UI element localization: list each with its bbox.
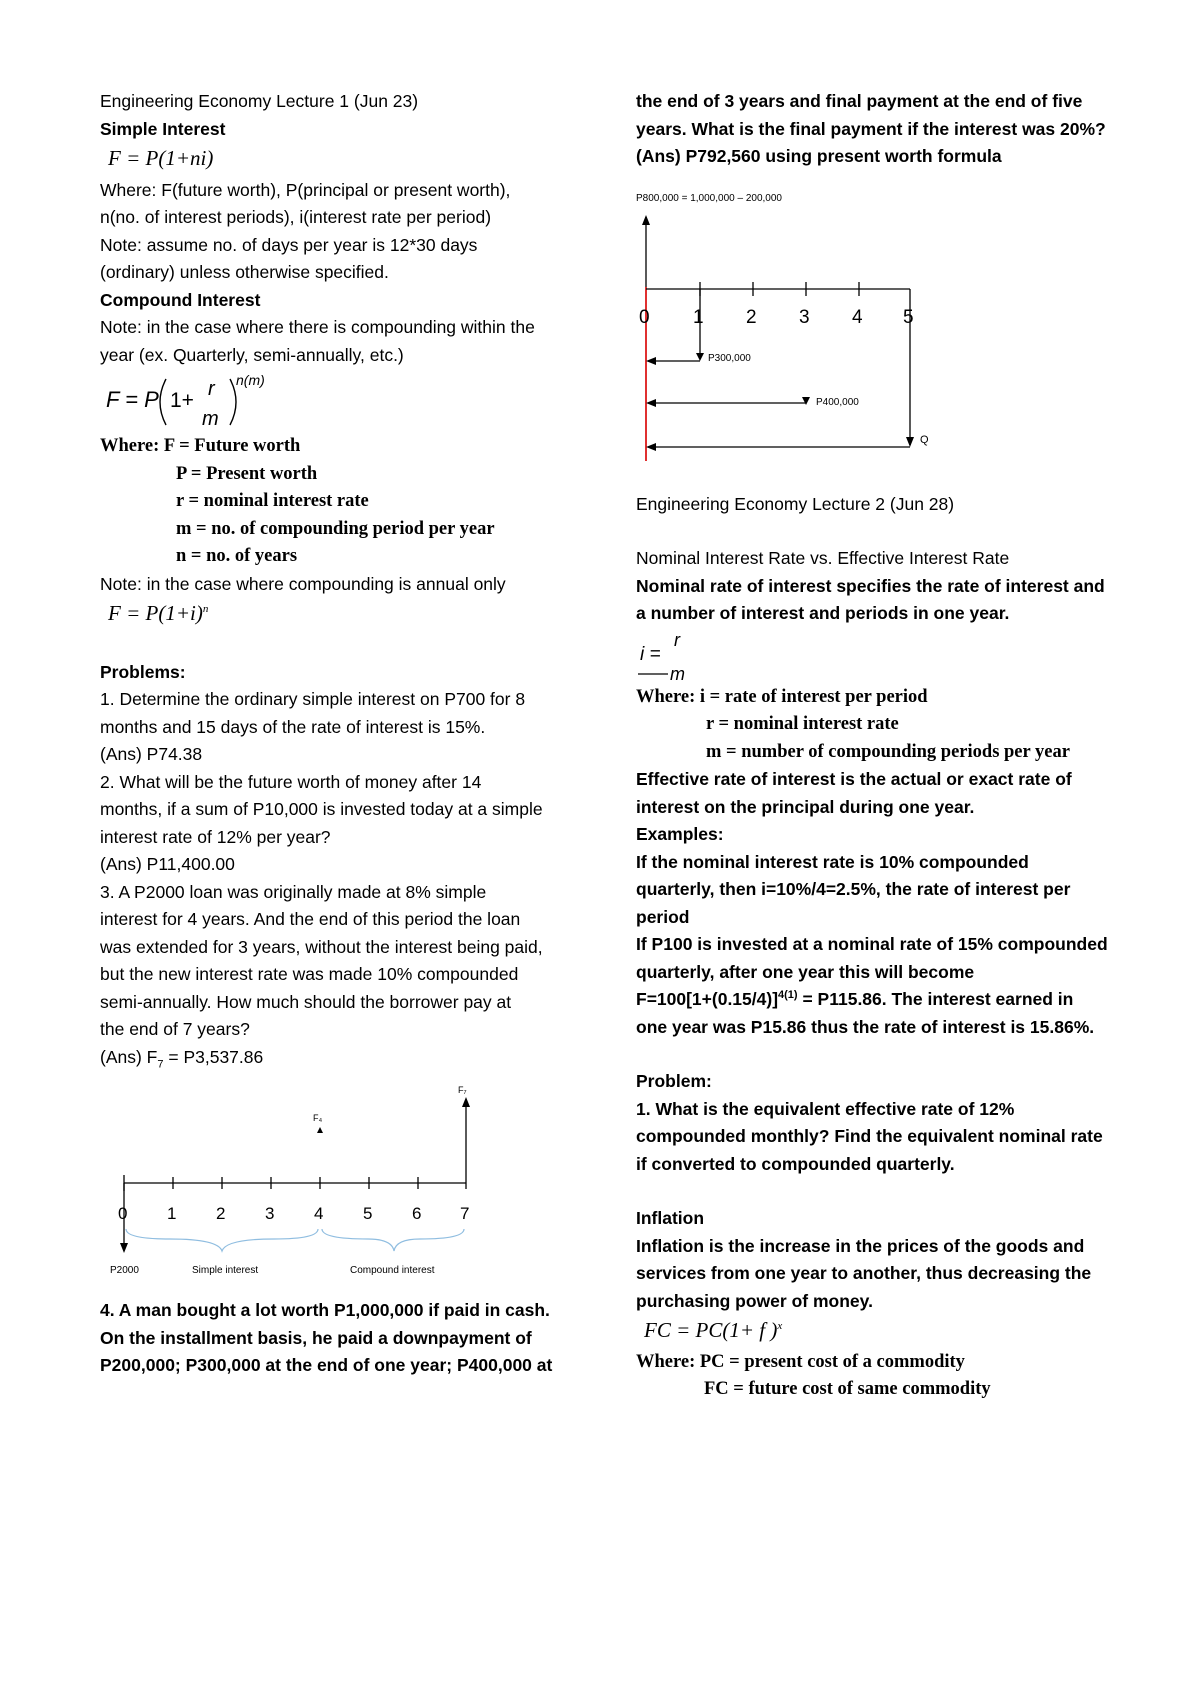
- p800000-label: P800,000 = 1,000,000 – 200,000: [636, 192, 782, 204]
- problem-line-3: if converted to compounded quarterly.: [636, 1153, 955, 1174]
- simple-interest-heading: Simple Interest: [100, 118, 226, 139]
- inflation-line-2: services from one year to another, thus decreasing the: [636, 1263, 1092, 1283]
- simple-interest-brace: [126, 1229, 318, 1251]
- tick-6: 6: [412, 1204, 422, 1223]
- compound-note-line-1: Note: in the case where there is compounding within the: [100, 317, 535, 337]
- problems-heading: Problems:: [100, 661, 186, 682]
- right-column: [636, 88, 1126, 1404]
- example-2-line-4: one year was P15.86 thus the rate of interest is 15.86%.: [636, 1016, 1095, 1037]
- where-nominal-rate: r = nominal interest rate: [176, 491, 369, 511]
- problem-line-2: compounded monthly? Find the equivalent nominal rate: [636, 1126, 1103, 1146]
- where-present-cost: Where: PC = present cost of a commodity: [636, 1351, 965, 1372]
- tick2-5: 5: [903, 306, 914, 328]
- where-compounding-period: m = no. of compounding period per year: [176, 518, 495, 539]
- problem-1-line-2: months and 15 days of the rate of interest is 15%.: [100, 716, 486, 737]
- svg-text:i =: i =: [640, 643, 661, 665]
- svg-text:r: r: [208, 378, 215, 400]
- effective-line-2: interest on the principal during one year.: [636, 796, 975, 817]
- note-days-line-2: (ordinary) unless otherwise specified.: [100, 262, 389, 282]
- problem-3-line-3: was extended for 3 years, without the interest being paid,: [100, 936, 543, 957]
- left-arrow-2-icon: [646, 399, 656, 407]
- f4-marker-icon: [317, 1127, 323, 1133]
- q-label: Q: [920, 433, 929, 446]
- note-days-line-1: Note: assume no. of days per year is 12*30 days: [100, 234, 478, 255]
- compound-interest-formula: [104, 371, 284, 433]
- tick-1: 1: [167, 1204, 177, 1223]
- example-1-line-2: quarterly, then i=10%/4=2.5%, the rate of interest per: [636, 879, 1071, 899]
- example-2-line-1: If P100 is invested at a nominal rate of 15% compounded: [636, 934, 1108, 954]
- svg-text:m: m: [670, 663, 685, 684]
- p300000-label: P300,000: [708, 352, 751, 364]
- f7-arrow-icon: [462, 1097, 470, 1107]
- svg-text:1+: 1+: [170, 389, 194, 412]
- inflation-heading: Inflation: [636, 1208, 705, 1228]
- problem-3-line-5: semi-annually. How much should the borrower pay at: [100, 991, 512, 1012]
- problem-4-answer: (Ans) P792,560 using present worth formula: [636, 146, 1002, 166]
- problem-3-line-1: 3. A P2000 loan was originally made at 8% simple: [100, 881, 487, 902]
- p300000-arrow-icon: [696, 353, 704, 361]
- problem-4-line-1: 4. A man bought a lot worth P1,000,000 if paid in cash.: [100, 1300, 550, 1320]
- problem-3-line-2: interest for 4 years. And the end of this period the loan: [100, 909, 521, 929]
- svg-text:m: m: [202, 408, 219, 430]
- problem-heading: Problem:: [636, 1071, 712, 1091]
- simple-where-line-2: n(no. of interest periods), i(interest rate per period): [100, 207, 492, 227]
- tick2-3: 3: [799, 306, 810, 328]
- problem-3-answer: (Ans) $F_7 = P3,537.86$: [100, 1046, 264, 1070]
- problem-4-line-3: P200,000; P300,000 at the end of one year; P400,000 at: [100, 1355, 553, 1375]
- compound-interest-label: Compound interest: [350, 1265, 435, 1276]
- svg-text:n(m): n(m): [236, 372, 265, 388]
- f7-label: F₇: [458, 1085, 467, 1095]
- tick2-0: 0: [639, 306, 650, 328]
- nominal-def-line-1: Nominal rate of interest specifies the rate of interest and: [636, 575, 1105, 596]
- p400000-label: P400,000: [816, 396, 859, 408]
- p2000-arrow-icon: [120, 1243, 128, 1253]
- p2000-label: P2000: [110, 1265, 139, 1276]
- problem-4-line-5: years. What is the final payment if the interest was 20%?: [636, 118, 1106, 139]
- where-future-worth: Where: F = Future worth: [100, 436, 301, 456]
- tick-0: 0: [118, 1204, 128, 1223]
- svg-text:r: r: [674, 629, 680, 650]
- where-present-worth: P = Present worth: [176, 463, 318, 484]
- tick2-4: 4: [852, 306, 863, 328]
- annual-formula: $F = P(1+i)^n$: [108, 601, 209, 625]
- cash-flow-diagram-problem-4: [636, 185, 956, 475]
- where-nominal-rate-2: r = nominal interest rate: [706, 714, 899, 734]
- f4-label: F₄: [313, 1113, 323, 1123]
- inflation-line-3: purchasing power of money.: [636, 1290, 873, 1311]
- compound-note-line-2: year (ex. Quarterly, semi-annually, etc.): [100, 344, 404, 365]
- problem-3-line-4: but the new interest rate was made 10% compounded: [100, 964, 519, 984]
- inflation-formula: FC = PC(1+ f )$^x$: [644, 1318, 783, 1342]
- tick-7: 7: [460, 1204, 470, 1223]
- problem-2-answer: (Ans) P11,400.00: [100, 854, 235, 874]
- where-compounding-periods: m = number of compounding periods per year: [706, 741, 1070, 762]
- nominal-def-line-2: a number of interest and periods in one year.: [636, 603, 1010, 623]
- cash-flow-diagram-problem-3: [100, 1085, 500, 1285]
- tick2-1: 1: [693, 306, 704, 328]
- nominal-rate-formula: [636, 630, 716, 684]
- p400000-arrow-icon: [802, 397, 810, 405]
- effective-line-1: Effective rate of interest is the actual or exact rate of: [636, 769, 1072, 789]
- where-years: n = no. of years: [176, 546, 298, 566]
- lecture1-title: Engineering Economy Lecture 1 (Jun 23): [100, 91, 419, 111]
- example-2-line-3: $F=100[1+(0.15/4)]^{4(1)} = P115.86$. The interest earned in: [636, 989, 1074, 1009]
- problem-3-line-6: the end of 7 years?: [100, 1019, 250, 1039]
- nominal-vs-effective-heading: Nominal Interest Rate vs. Effective Interest Rate: [636, 548, 1010, 568]
- up-arrow-icon: [642, 215, 650, 225]
- left-column: [100, 88, 600, 1380]
- simple-interest-label: Simple interest: [192, 1265, 259, 1276]
- left-arrow-1-icon: [646, 357, 656, 365]
- svg-text:F = P: F = P: [106, 387, 159, 412]
- examples-heading: Examples:: [636, 824, 724, 844]
- tick-2: 2: [216, 1204, 226, 1223]
- problem-4-line-2: On the installment basis, he paid a downpayment of: [100, 1327, 532, 1348]
- tick2-2: 2: [746, 306, 757, 328]
- compound-interest-heading: Compound Interest: [100, 289, 261, 310]
- tick-4: 4: [314, 1204, 324, 1223]
- annual-note: Note: in the case where compounding is annual only: [100, 573, 506, 594]
- problem-2-line-2: months, if a sum of P10,000 is invested today at a simple: [100, 799, 543, 819]
- inflation-line-1: Inflation is the increase in the prices of the goods and: [636, 1235, 1085, 1256]
- problem-2-line-1: 2. What will be the future worth of money after 14: [100, 771, 482, 792]
- simple-where-line-1: Where: F(future worth), P(principal or present worth),: [100, 179, 511, 200]
- example-2-line-2: quarterly, after one year this will become: [636, 961, 975, 982]
- compound-interest-brace: [322, 1229, 464, 1251]
- where-future-cost: FC = future cost of same commodity: [704, 1379, 991, 1399]
- example-1-line-3: period: [636, 906, 690, 927]
- left-arrow-3-icon: [646, 443, 656, 451]
- tick-3: 3: [265, 1204, 275, 1223]
- tick-5: 5: [363, 1204, 373, 1223]
- lecture2-title: Engineering Economy Lecture 2 (Jun 28): [636, 493, 955, 514]
- example-1-line-1: If the nominal interest rate is 10% compounded: [636, 851, 1029, 872]
- problem-line-1: 1. What is the equivalent effective rate of 12%: [636, 1098, 1015, 1119]
- where-rate-per-period: Where: i = rate of interest per period: [636, 686, 928, 707]
- q-arrow-icon: [906, 437, 914, 447]
- problem-1-answer: (Ans) P74.38: [100, 744, 203, 764]
- problem-4-line-4: the end of 3 years and final payment at the end of five: [636, 91, 1083, 111]
- problem-1-line-1: 1. Determine the ordinary simple interest on P700 for 8: [100, 689, 526, 709]
- simple-interest-formula: F = P(1+ni): [108, 146, 214, 170]
- problem-2-line-3: interest rate of 12% per year?: [100, 826, 331, 847]
